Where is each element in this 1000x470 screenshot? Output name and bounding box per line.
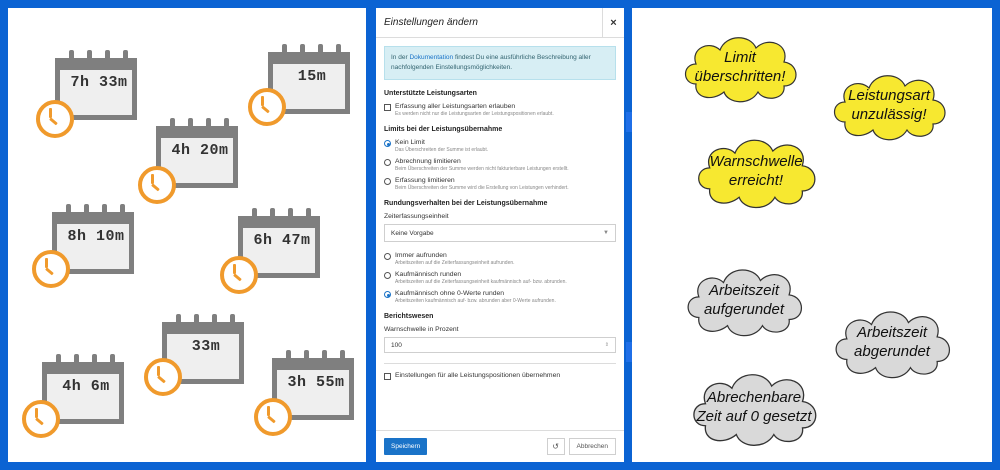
option-label: Abrechnung limitieren (395, 158, 461, 165)
number-value: 100 (391, 341, 402, 349)
option-hint: Beim Überschreiten der Summe wird die Erstellung von Leistungen verhindert. (395, 185, 569, 191)
clock-icon (248, 88, 286, 126)
calendar-time: 3h 55m (287, 374, 345, 391)
cloud-line: unzulässig! (851, 106, 927, 123)
left-panel (8, 8, 366, 462)
option-label: Immer aufrunden (395, 252, 447, 259)
cloud-text (674, 364, 834, 450)
info-box (384, 46, 616, 80)
chevron-down-icon: ▼ (603, 230, 609, 236)
section-title-limits: Limits bei der Leistungsübernahme (384, 126, 503, 133)
yellow-cloud (824, 66, 954, 144)
cloud-line: Limit (724, 49, 756, 66)
clock-icon (22, 400, 60, 438)
stepper-icon[interactable]: ⇕ (604, 342, 609, 348)
clock-icon (36, 100, 74, 138)
option-label: Erfassung limitieren (395, 177, 455, 184)
modal-footer (376, 430, 624, 462)
option-label: Erfassung aller Leistungsarten erlauben (395, 103, 516, 110)
select-value: Keine Vorgabe (391, 229, 434, 237)
save-button[interactable]: Speichern (384, 438, 427, 455)
option-label: Kaufmännisch ohne 0-Werte runden (395, 290, 505, 297)
radio-selected[interactable] (384, 140, 391, 147)
info-text: In der (391, 54, 410, 61)
cloud-line: Abrechenbare (706, 389, 802, 406)
cloud-line: überschritten! (694, 68, 786, 85)
option-label: Kein Limit (395, 139, 425, 146)
cloud-line: Zeit auf 0 gesetzt (696, 408, 812, 425)
yellow-cloud (676, 28, 804, 106)
option-hint: Arbeitszeiten kaufmännisch auf- bzw. abrunden aber 0-Werte aufrunden. (395, 298, 556, 304)
cloud-line: Warnschwelle (709, 153, 803, 170)
option-hint: Arbeitszeiten auf die Zeiterfassungseinheit aufrunden. (395, 260, 515, 266)
allow-all-types-option[interactable] (384, 103, 616, 118)
yellow-cloud (688, 130, 824, 212)
section-title-types: Unterstützte Leistungsarten (384, 90, 477, 97)
time-unit-select[interactable] (384, 224, 616, 242)
gray-cloud (826, 302, 958, 382)
cancel-button[interactable]: Abbrechen (569, 438, 616, 455)
warning-threshold-input[interactable] (384, 337, 616, 353)
option-hint: Beim Überschreiten der Summe werden nicht fakturierbare Leistungen erstellt. (395, 166, 569, 172)
cloud-text (676, 260, 812, 340)
option-label: Einstellungen für alle Leistungspositionen übernehmen (395, 372, 561, 379)
limit-option-none[interactable] (384, 139, 616, 154)
modal-title: Einstellungen ändern (384, 17, 478, 28)
option-hint: Arbeitszeiten auf die Zeiterfassungseinheit kaufmännisch auf- bzw. abrunden. (395, 279, 567, 285)
option-hint: Das Überschreiten der Summe ist erlaubt. (395, 147, 489, 153)
modal-body (376, 38, 624, 380)
rounding-option-up[interactable] (384, 252, 616, 267)
checkbox[interactable] (384, 373, 391, 380)
cloud-text (676, 28, 804, 106)
time-unit-label: Zeiterfassungseinheit (384, 213, 449, 220)
close-icon[interactable]: × (602, 8, 624, 38)
clock-icon (220, 256, 258, 294)
radio[interactable] (384, 253, 391, 260)
cloud-line: Leistungsart (848, 87, 930, 104)
radio-selected[interactable] (384, 291, 391, 298)
calendar-time: 33m (191, 338, 221, 355)
cloud-line: erreicht! (728, 172, 784, 189)
option-label: Kaufmännisch runden (395, 271, 462, 278)
reset-icon[interactable]: ↺ (547, 438, 565, 455)
clock-icon (32, 250, 70, 288)
option-hint: Es werden nicht nur die Leistungsarten der Leistungspositionen erlaubt. (395, 111, 554, 117)
cloud-text (826, 302, 958, 382)
warning-threshold-label: Warnschwelle in Prozent (384, 326, 459, 333)
limit-option-billing[interactable] (384, 158, 616, 173)
cloud-line: abgerundet (854, 343, 930, 360)
info-text: findest Du eine ausführliche Beschreibung aller nachfolgenden Einstellungsmöglichkeiten. (391, 54, 591, 71)
clock-icon (254, 398, 292, 436)
gray-cloud (676, 260, 812, 340)
settings-modal (376, 8, 624, 462)
radio[interactable] (384, 272, 391, 279)
radio[interactable] (384, 159, 391, 166)
section-title-rounding: Rundungsverhalten bei der Leistungsübernahme (384, 200, 548, 207)
documentation-link[interactable]: Dokumentation (409, 54, 454, 61)
gray-cloud (674, 364, 834, 450)
checkbox[interactable] (384, 104, 391, 111)
modal-header (376, 8, 624, 38)
calendar-time: 6h 47m (253, 232, 311, 249)
cloud-line: Arbeitszeit (708, 282, 780, 299)
cloud-line: Arbeitszeit (856, 324, 928, 341)
clock-icon (144, 358, 182, 396)
radio[interactable] (384, 178, 391, 185)
calendar-time: 8h 10m (67, 228, 125, 245)
cloud-text (688, 130, 824, 212)
divider (384, 363, 616, 364)
calendar-time: 15m (297, 68, 327, 85)
right-panel (632, 8, 992, 462)
rounding-option-commercial[interactable] (384, 271, 616, 286)
cloud-line: aufgerundet (703, 301, 785, 318)
calendar-time: 4h 6m (62, 378, 110, 395)
cloud-text (824, 66, 954, 144)
apply-all-option[interactable] (384, 372, 616, 380)
clock-icon (138, 166, 176, 204)
calendar-time: 4h 20m (171, 142, 229, 159)
section-title-reporting: Berichtswesen (384, 313, 434, 320)
rounding-option-commercial-no-zero[interactable] (384, 290, 616, 305)
limit-option-entry[interactable] (384, 177, 616, 192)
calendar-time: 7h 33m (70, 74, 128, 91)
